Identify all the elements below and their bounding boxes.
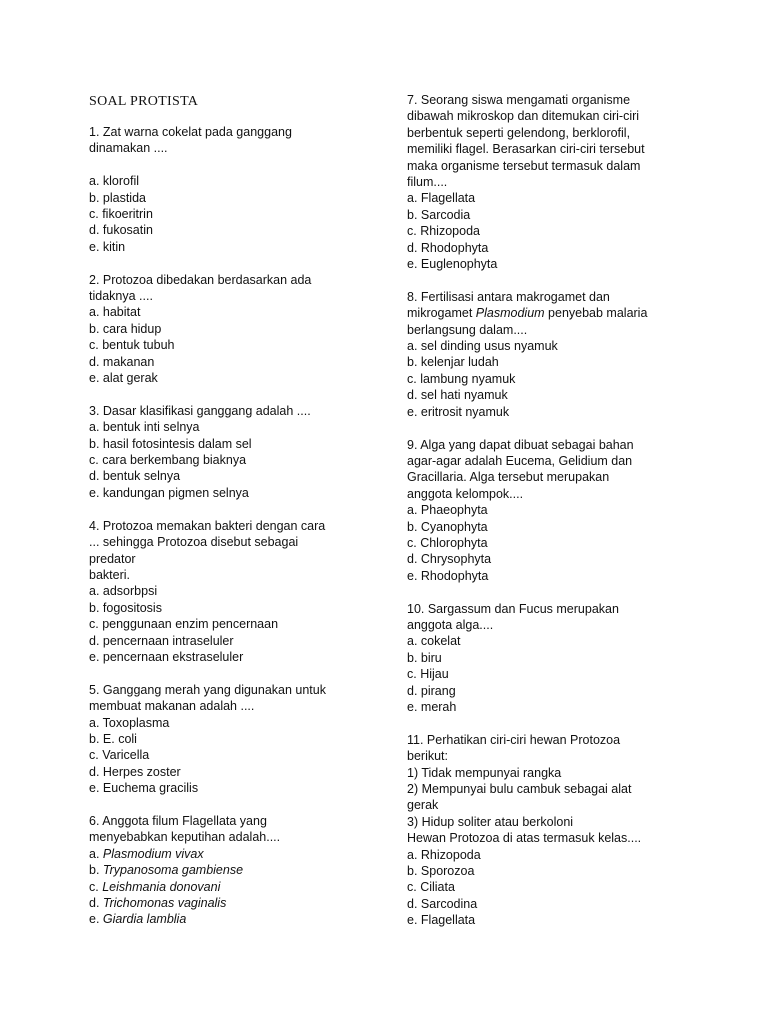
answer-option [89,583,389,599]
question-stem [89,518,389,584]
stem-line: berbentuk seperti gelendong, berklorofil, [407,125,631,140]
option-text: Ciliata [420,880,455,895]
answer-option [89,600,389,616]
stem-line: 9. Alga yang dapat dibuat sebagai bahan [407,437,634,452]
answer-option [89,879,389,895]
question-10 [407,601,702,716]
answer-option [89,715,389,731]
option-text: penggunaan enzim pencernaan [102,617,279,632]
option-letter: d. [407,240,421,255]
answer-option [89,747,389,763]
question-stem [89,124,389,173]
question-5 [89,682,389,797]
question-6 [89,813,389,928]
answer-option [407,256,702,272]
answer-option [89,370,389,386]
stem-text: berlangsung dalam.... [407,322,528,337]
answer-option [89,419,389,435]
question-stem [407,732,702,847]
option-letter: c. [89,338,103,353]
question-2 [89,272,389,387]
option-letter: a. [407,847,421,862]
option-text: Flagellata [420,191,476,206]
option-text: bentuk inti selnya [102,420,200,435]
question-list [89,124,389,928]
stem-line: 6. Anggota filum Flagellata yang [89,813,267,828]
answer-option [89,337,389,353]
option-letter: a. [407,339,421,354]
answer-option [89,452,389,468]
option-letter: e. [407,913,421,928]
answer-option [89,173,389,189]
option-letter: b. [407,864,421,879]
option-letter: b. [89,190,103,205]
option-text: Rhodophyta [420,240,489,255]
option-letter: c. [407,880,421,895]
option-text: Phaeophyta [420,503,488,518]
question-stem [407,289,702,338]
option-letter: d. [407,683,421,698]
option-letter: c. [89,879,103,894]
option-letter: a. [89,715,103,730]
question-11 [407,732,702,929]
stem-line: predator [89,551,136,566]
option-text: Herpes zoster [102,764,181,779]
option-text: Rhodophyta [420,568,489,583]
answer-option [407,650,702,666]
stem-line: 1) Tidak mempunyai rangka [407,765,562,780]
answer-option [407,633,702,649]
option-text: sel hati nyamuk [420,388,508,403]
option-text: Rhizopoda [420,847,481,862]
option-letter: b. [89,321,103,336]
stem-line: 4. Protozoa memakan bakteri dengan cara [89,518,326,533]
option-text: Trypanosoma gambiense [102,863,244,878]
answer-option [89,616,389,632]
option-letter: b. [407,207,421,222]
option-letter: d. [89,896,103,910]
question-stem [407,437,702,503]
answer-option [407,666,702,682]
option-letter: c. [89,748,103,763]
stem-text: 8. Fertilisasi antara makrogamet dan [407,289,610,304]
option-text: bentuk selnya [102,469,181,484]
answer-option [407,223,702,239]
answer-option [407,371,702,387]
stem-line [407,289,702,305]
option-letter: b. [89,600,103,615]
stem-line: membuat makanan adalah .... [89,699,255,714]
stem-line: 10. Sargassum dan Fucus merupakan [407,601,619,616]
stem-line: 7. Seorang siswa mengamati organisme [407,93,631,107]
question-1 [89,124,389,255]
option-text: E. coli [102,731,137,746]
answer-option [89,468,389,484]
stem-line: 1. Zat warna cokelat pada ganggang [89,125,292,139]
answer-option [407,879,702,895]
stem-text: mikrogamet [407,306,476,321]
option-text: kelenjar ludah [420,355,499,370]
stem-line: maka organisme tersebut termasuk dalam [407,158,641,173]
answer-option [407,896,702,912]
option-letter: d. [89,633,103,648]
question-stem [89,403,389,419]
option-text: Trichomonas vaginalis [102,896,227,910]
option-text: sel dinding usus nyamuk [420,339,558,354]
stem-line: filum.... [407,175,448,190]
stem-line: Hewan Protozoa di atas termasuk kelas.... [407,831,642,846]
option-text: Sporozoa [420,864,475,879]
answer-option [89,780,389,796]
document-title: SOAL PROTISTA [89,94,199,109]
option-letter: a. [89,420,103,435]
question-4 [89,518,389,666]
option-text: pencernaan ekstraseluler [102,649,244,664]
question-list [407,92,702,929]
option-text: makanan [102,354,155,369]
answer-option [407,847,702,863]
option-letter: e. [407,568,421,583]
answer-option [89,731,389,747]
answer-option [407,354,702,370]
option-letter: e. [89,485,103,500]
answer-option [89,846,389,862]
option-text: cara hidup [102,321,162,336]
answer-option [407,404,702,420]
answer-option [407,519,702,535]
option-letter: b. [407,650,421,665]
option-letter: c. [89,453,103,468]
stem-line: anggota kelompok.... [407,486,524,501]
answer-option [89,764,389,780]
option-letter: b. [407,519,421,534]
option-text: Giardia lamblia [102,912,187,927]
answer-option [89,190,389,206]
answer-option [407,699,702,715]
left-column [89,92,389,944]
option-letter: a. [407,634,421,649]
answer-option [407,863,702,879]
answer-option [89,895,389,911]
option-text: fikoeritrin [102,207,153,222]
option-text: Rhizopoda [420,224,480,239]
option-letter: e. [407,404,421,419]
option-letter: c. [407,371,421,386]
answer-option [89,354,389,370]
option-letter: d. [407,896,421,911]
stem-line: berikut: [407,749,448,764]
option-letter: a. [89,584,103,599]
option-text: Sarcodina [420,896,478,911]
stem-italic-term: Plasmodium [475,306,545,321]
option-text: bentuk tubuh [102,338,175,353]
stem-line: 2) Mempunyai bulu cambuk sebagai alat [407,782,632,796]
option-letter: d. [89,223,103,238]
option-text: Sarcodia [420,207,471,222]
stem-line: agar-agar adalah Eucema, Gelidium dan [407,453,633,468]
answer-option [89,862,389,878]
answer-option [89,911,389,927]
stem-text: penyebab malaria [544,306,648,321]
answer-option [407,683,702,699]
option-text: Hijau [420,667,449,682]
stem-line: dibawah mikroskop dan ditemukan ciri-ciri [407,109,640,124]
option-text: lambung nyamuk [420,371,516,386]
option-letter: a. [89,174,103,189]
stem-line: bakteri. [89,567,130,582]
option-text: Leishmania donovani [102,879,221,894]
option-text: biru [420,650,442,665]
question-3 [89,403,389,501]
option-text: Chlorophyta [420,535,488,550]
option-letter: d. [89,354,103,369]
stem-line: tidaknya .... [89,289,153,304]
answer-option [89,206,389,222]
option-letter: e. [89,781,103,796]
answer-option [407,535,702,551]
answer-option [89,222,389,238]
question-stem [89,813,389,846]
question-9 [407,437,702,585]
option-text: eritrosit nyamuk [420,404,510,419]
stem-line: 2. Protozoa dibedakan berdasarkan ada [89,272,312,287]
stem-line [407,322,702,338]
option-letter: b. [89,731,103,746]
option-text: Plasmodium vivax [102,846,204,861]
option-text: habitat [102,305,141,320]
option-letter: b. [89,436,103,451]
option-text: Chrysophyta [420,552,492,567]
option-text: Cyanophyta [420,519,488,534]
stem-line [89,157,389,173]
answer-option [89,321,389,337]
option-text: Flagellata [420,913,476,928]
option-letter: c. [407,535,421,550]
option-letter: c. [89,617,103,632]
option-text: cokelat [420,634,461,649]
stem-line: 11. Perhatikan ciri-ciri hewan Protozoa [407,732,621,747]
stem-line: 3) Hidup soliter atau berkoloni [407,814,574,829]
question-7 [407,92,702,272]
option-letter: a. [407,191,421,206]
option-text: Euchema gracilis [102,781,199,796]
option-text: kitin [102,239,126,254]
option-letter: d. [89,764,103,779]
option-letter: d. [89,469,103,484]
answer-option [407,207,702,223]
option-text: hasil fotosintesis dalam sel [102,436,252,451]
option-text: Varicella [102,748,150,763]
answer-option [407,551,702,567]
answer-option [89,649,389,665]
option-letter: e. [89,912,103,927]
question-stem [407,92,702,190]
option-letter: e. [89,649,103,664]
stem-line [407,305,702,321]
option-text: alat gerak [102,371,158,386]
option-text: merah [420,699,457,714]
option-text: pirang [420,683,456,698]
answer-option [407,190,702,206]
stem-line: anggota alga.... [407,617,494,632]
option-letter: a. [89,846,103,861]
answer-option [407,240,702,256]
question-stem [407,601,702,634]
question-8 [407,289,702,420]
stem-line: gerak [407,798,439,813]
option-letter: e. [89,239,103,254]
option-text: fogositosis [102,600,162,615]
stem-line: 5. Ganggang merah yang digunakan untuk [89,682,326,697]
answer-option [89,436,389,452]
stem-line: dinamakan .... [89,141,168,156]
option-letter: a. [407,503,421,518]
option-text: fukosatin [102,223,153,238]
option-letter: a. [89,305,103,320]
stem-line: menyebabkan keputihan adalah.... [89,830,281,845]
answer-option [407,502,702,518]
answer-option [407,912,702,928]
answer-option [89,304,389,320]
stem-line: memiliki flagel. Berasarkan ciri-ciri tersebut [407,142,645,157]
option-letter: c. [89,207,103,222]
answer-option [89,633,389,649]
stem-line: 3. Dasar klasifikasi ganggang adalah .... [89,403,311,418]
answer-option [407,387,702,403]
option-letter: c. [407,224,421,239]
option-letter: e. [89,371,103,386]
answer-option [89,485,389,501]
option-text: plastida [102,190,146,205]
option-text: Euglenophyta [420,257,498,272]
option-text: adsorbpsi [102,584,158,599]
option-letter: d. [407,388,421,403]
option-text: pencernaan intraseluler [102,633,234,648]
question-stem [89,272,389,305]
option-letter: c. [407,667,421,682]
question-stem [89,682,389,715]
answer-option [407,568,702,584]
option-letter: e. [407,699,421,714]
stem-line: Gracillaria. Alga tersebut merupakan [407,470,610,485]
answer-option [89,239,389,255]
option-text: Toxoplasma [102,715,170,730]
option-letter: b. [89,863,103,878]
answer-option [407,338,702,354]
option-letter: b. [407,355,421,370]
option-text: kandungan pigmen selnya [102,485,249,500]
option-letter: e. [407,257,421,272]
right-column [407,92,702,945]
option-text: cara berkembang biaknya [102,453,247,468]
option-letter: d. [407,552,421,567]
stem-line: ... sehingga Protozoa disebut sebagai [89,535,299,550]
option-text: klorofil [102,174,140,189]
